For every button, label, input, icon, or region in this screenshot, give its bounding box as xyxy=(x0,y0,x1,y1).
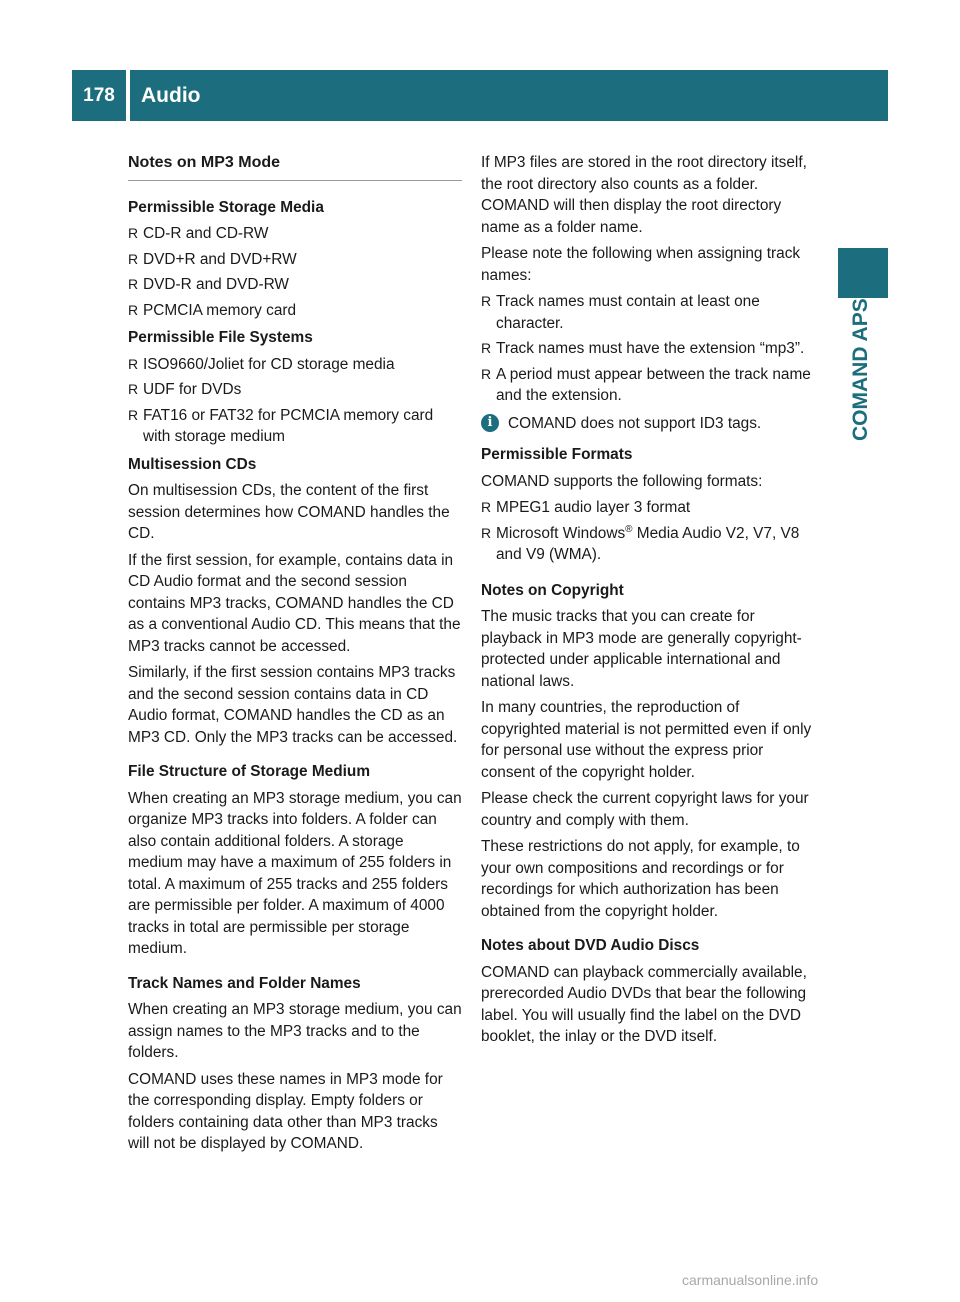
heading-file-structure: File Structure of Storage Medium xyxy=(128,763,371,780)
paragraph: Please note the following when assigning track names: xyxy=(481,245,801,284)
paragraph: COMAND supports the following formats: xyxy=(481,472,763,490)
list-item: R DVD-R and DVD-RW xyxy=(128,274,462,296)
storage-media-list xyxy=(128,223,462,321)
list-item-text: Microsoft Windows xyxy=(496,524,626,542)
list-item: R Track names must have the extension “mp3”. xyxy=(481,338,815,360)
heading-copyright: Notes on Copyright xyxy=(481,581,624,599)
header-divider xyxy=(126,70,130,121)
info-icon: i xyxy=(481,414,499,432)
list-item: R UDF for DVDs xyxy=(128,379,462,401)
section-title: Audio xyxy=(141,83,201,107)
paragraph: The music tracks that you can create for playback in MP3 mode are generally copyright-protected under applicable international and national laws. xyxy=(481,608,802,690)
paragraph: These restrictions do not apply, for example, to your own compositions and recordings or for recordings for which authorization has been obtained from the copyright holder. xyxy=(481,838,800,920)
paragraph: If MP3 files are stored in the root directory itself, the root directory also counts as a folder. COMAND will then display the root directory name as a folder name. xyxy=(481,154,807,236)
watermark: carmanualsonline.info xyxy=(682,1272,819,1288)
list-item-text: Media Audio V2, V7, V8 and V9 (WMA). xyxy=(496,524,800,563)
list-item: R ISO9660/Joliet for CD storage media xyxy=(128,354,462,376)
paragraph: Similarly, if the first session contains MP3 tracks and the second session contains data in CD Audio format, COMAND handles the CD as an MP3 CD. Only the MP3 tracks can be accessed. xyxy=(128,664,458,746)
paragraph: If the first session, for example, contains data in CD Audio format and the second session contains MP3 tracks, COMAND handles the CD as a conventional Audio CD. This means that the MP3 tracks cannot be accessed. xyxy=(128,551,461,655)
side-tab-label: COMAND APS xyxy=(849,298,872,441)
left-column xyxy=(128,152,462,1160)
formats-list xyxy=(481,497,815,566)
paragraph: On multisession CDs, the content of the first session determines how COMAND handles the CD. xyxy=(128,482,450,542)
page-title: Notes on MP3 Mode xyxy=(128,152,462,181)
page-number: 178 xyxy=(83,84,115,106)
list-item: R FAT16 or FAT32 for PCMCIA memory card with storage medium xyxy=(128,405,462,448)
paragraph: Please check the current copyright laws for your country and comply with them. xyxy=(481,790,809,829)
paragraph: In many countries, the reproduction of copyrighted material is not permitted even if only for personal use without the express prior consent of the copyright holder. xyxy=(481,699,812,781)
list-item xyxy=(481,523,815,566)
list-item: R Track names must contain at least one character. xyxy=(481,291,815,334)
list-item: R MPEG1 audio layer 3 format xyxy=(481,497,815,519)
paragraph: COMAND uses these names in MP3 mode for the corresponding display. Empty folders or folders containing data other than MP3 tracks will not be displayed by COMAND. xyxy=(128,1070,443,1152)
track-rules-list xyxy=(481,291,815,407)
paragraph: COMAND can playback commercially available, prerecorded Audio DVDs that bear the following label. You will usually find the label on the DVD booklet, the inlay or the DVD itself. xyxy=(481,963,807,1045)
heading-storage-media: Permissible Storage Media xyxy=(128,198,324,216)
heading-file-systems: Permissible File Systems xyxy=(128,329,313,346)
file-systems-list xyxy=(128,354,462,448)
header-bar xyxy=(72,70,888,121)
right-column xyxy=(481,152,815,1053)
registered-mark: ® xyxy=(625,523,633,535)
list-item: R A period must appear between the track name and the extension. xyxy=(481,364,815,407)
list-item: R PCMCIA memory card xyxy=(128,300,462,322)
heading-dvd-audio: Notes about DVD Audio Discs xyxy=(481,937,700,954)
info-note-text: COMAND does not support ID3 tags. xyxy=(508,414,762,432)
heading-multisession: Multisession CDs xyxy=(128,455,257,473)
side-tab-marker xyxy=(838,248,888,298)
list-item: R CD-R and CD-RW xyxy=(128,223,462,245)
paragraph: When creating an MP3 storage medium, you can organize MP3 tracks into folders. A folder can also contain additional folders. A storage medium may have a maximum of 255 folders in total. A maximum of 255 tracks and 255 folders are permissible per folder. A maximum of 4000 tracks in total are permissible per storage medium. xyxy=(128,789,462,957)
info-note xyxy=(481,413,815,435)
heading-formats: Permissible Formats xyxy=(481,446,633,463)
list-item: R DVD+R and DVD+RW xyxy=(128,249,462,271)
heading-track-names: Track Names and Folder Names xyxy=(128,974,361,992)
paragraph: When creating an MP3 storage medium, you can assign names to the MP3 tracks and to the folders. xyxy=(128,1001,462,1061)
